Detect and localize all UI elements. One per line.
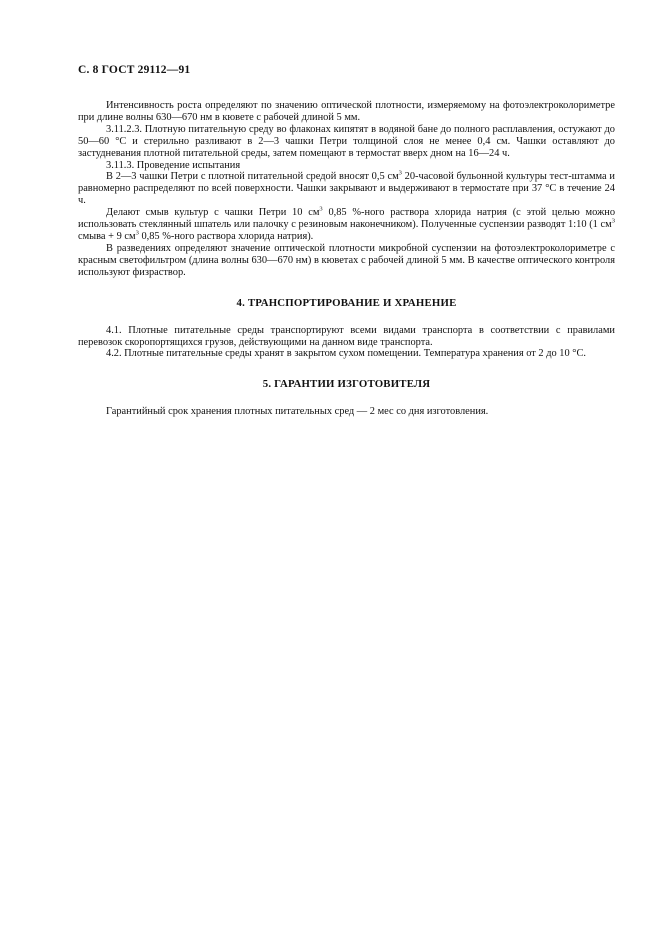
paragraph-4-2: 4.2. Плотные питательные среды хранят в закрытом сухом помещении. Температура хранения от 2 до 10 °С. (106, 348, 586, 360)
document-page (78, 64, 615, 418)
superscript: 3 (398, 169, 402, 177)
paragraph-wash (78, 207, 615, 243)
paragraph-growth-intensity: Интенсивность роста определяют по значению оптической плотности, измеряемому на фотоэлектроколориметре при длине волны 630—670 нм в кювете с рабочей длиной 5 мм. (78, 100, 615, 123)
section-4-title: 4. ТРАНСПОРТИРОВАНИЕ И ХРАНЕНИЕ (236, 296, 457, 309)
text-run: смыва + 9 см (78, 230, 136, 242)
paragraph-3-11-3: 3.11.3. Проведение испытания (106, 159, 241, 171)
paragraph-3-11-2-3: 3.11.2.3. Плотную питательную среду во флаконах кипятят в водяной бане до полного расплавления, остужают до 50—60 °С и стерильно разливают в 2—3 чашки Петри толщиной слоя не менее 0,4 см. Чашки оставляют до застудневания плотной питательной среды, затем помещают в термостат вверх дном на 16—24 ч. (78, 123, 615, 159)
superscript: 3 (319, 205, 323, 213)
text-run: 0,85 %-ного раствора хлорида натрия). (138, 230, 314, 242)
text-run: Делают смыв культур с чашки Петри 10 см (106, 207, 320, 219)
paragraph-optical-density: В разведениях определяют значение оптической плотности микробной суспензии на фотоэлектроколориметре с красным светофильтром (длина волны 630—670 нм) в кюветах с рабочей длиной 5 мм. В качестве оптического контроля используют физраствор. (78, 242, 615, 278)
page-header: С. 8 ГОСТ 29112—91 (78, 64, 191, 76)
superscript: 3 (611, 217, 615, 225)
paragraph-4-1: 4.1. Плотные питательные среды транспортируют всеми видами транспорта в соответствии с правилами перевозок скоропортящихся грузов, действующими на данном виде транспорта. (78, 324, 615, 348)
text-run: 20-часовой бульонной культуры тест-штамма и равномерно распределяют по всей поверхности. Чашки закрывают и выдерживают в термостате при 37 °С в течение 24 ч. (78, 171, 615, 207)
superscript: 3 (135, 229, 139, 237)
section-5-title: 5. ГАРАНТИИ ИЗГОТОВИТЕЛЯ (262, 378, 431, 391)
text-run: 0,85 %-ного раствора хлорида натрия (с этой целью можно использовать стеклянный шпатель или палочку с резиновым наконечником). Полученные суспензии разводят 1:10 (1 см (78, 207, 616, 231)
paragraph-inoculation (78, 171, 615, 207)
paragraph-warranty: Гарантийный срок хранения плотных питательных сред — 2 мес со дня изготовления. (106, 406, 489, 418)
text-run: В 2—3 чашки Петри с плотной питательной средой вносят 0,5 см (106, 171, 399, 183)
